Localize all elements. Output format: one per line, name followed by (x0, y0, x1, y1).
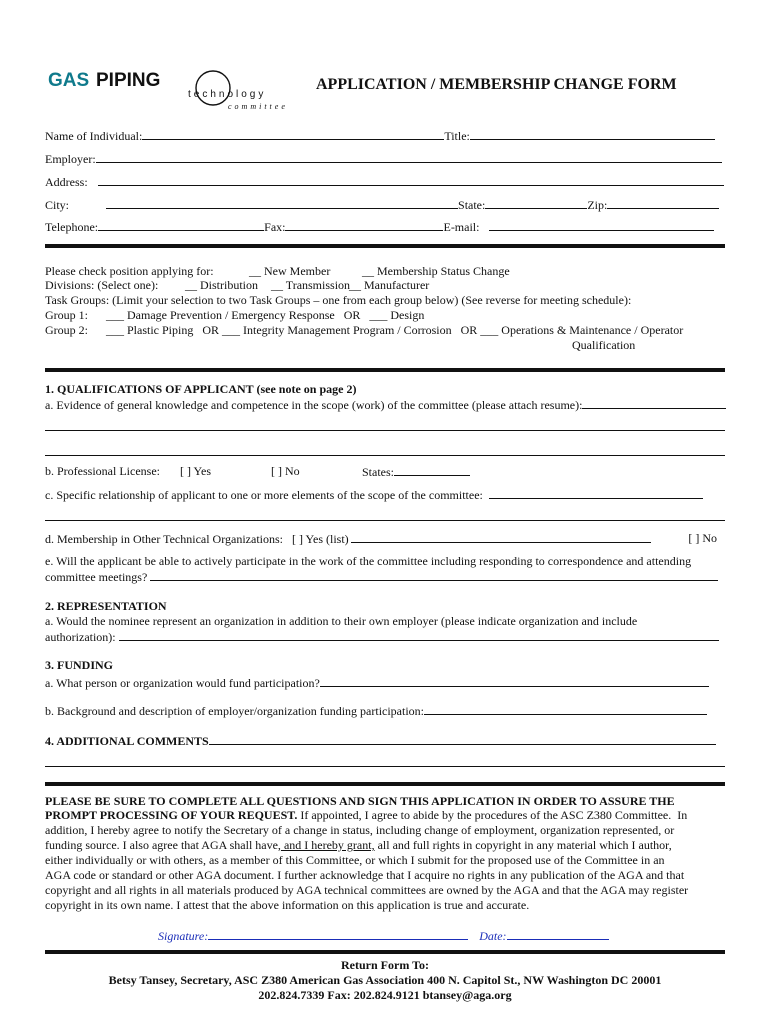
group2-options[interactable]: ___ Plastic Piping OR ___ Integrity Management Program / Corrosion OR ___ Operations & Maintenance / Operator (106, 323, 684, 337)
notice-line7: copyright and all rights in all materials produced by AGA technical committees are owned by the AGA and that the AGA may register (45, 883, 689, 897)
zip-label: Zip: (587, 198, 608, 212)
telephone-field[interactable] (98, 219, 264, 231)
footer-address: Betsy Tansey, Secretary, ASC Z380 American Gas Association 400 N. Capitol St., NW Washington DC 20001 (108, 973, 662, 987)
gas-piping-logo (48, 68, 288, 114)
notice-line2: If appointed, I agree to abide by the procedures of the ASC Z380 Committee. In (297, 808, 688, 822)
section2-heading: 2. REPRESENTATION (45, 599, 167, 613)
address-label: Address: (45, 175, 88, 189)
divider-2 (45, 368, 725, 372)
group2-cont: Qualification (572, 338, 636, 352)
manufacturer-option[interactable]: __ Manufacturer (349, 278, 430, 292)
comments-field[interactable] (209, 733, 716, 745)
divider-1 (45, 244, 725, 248)
logo-piping: PIPING (96, 70, 161, 91)
group2-label: Group 2: (45, 323, 88, 337)
group1-label: Group 1: (45, 308, 88, 322)
s2a-question-2: authorization): (45, 630, 116, 644)
signature-label: Signature: (158, 929, 209, 943)
logo-gas: GAS (48, 70, 90, 91)
notice-line4a: funding source. I also agree that AGA shall have, (45, 838, 281, 852)
city-field[interactable] (106, 197, 458, 209)
notice-line5: either individually or with others, as a member of this Committee, or which I submit for the proposed use of the Committee in an (45, 853, 665, 867)
s3a-question: a. What person or organization would fund participation? (45, 676, 320, 690)
group1-options[interactable]: ___ Damage Prevention / Emergency Response OR ___ Design (106, 308, 425, 322)
notice-line4u: and I hereby grant, (280, 838, 375, 852)
notice-line8: copyright in its own name. I attest that the above information on this application is true and accurate. (45, 898, 530, 912)
status-change-option[interactable]: __ Membership Status Change (362, 264, 510, 278)
section4-heading: 4. ADDITIONAL COMMENTS (45, 734, 209, 748)
transmission-option[interactable]: __ Transmission (271, 278, 351, 292)
s1a-line2[interactable] (45, 430, 725, 431)
license-label: b. Professional License: (45, 464, 160, 478)
telephone-label: Telephone: (45, 220, 99, 234)
name-field[interactable] (142, 128, 444, 140)
s2a-question: a. Would the nominee represent an organization in addition to their own employer (please indicate organization and include (45, 614, 638, 628)
name-label: Name of Individual: (45, 129, 143, 143)
zip-field[interactable] (607, 197, 719, 209)
title-field[interactable] (470, 128, 715, 140)
notice-line2-bold: PROMPT PROCESSING OF YOUR REQUEST. (45, 808, 298, 822)
s1a-field[interactable] (582, 397, 726, 409)
date-label: Date: (479, 929, 507, 943)
signature-field[interactable] (208, 928, 468, 940)
notice-line6: AGA code or standard or other AGA document. I further acknowledge that I acquire no rights in any publication of the AGA and that (45, 868, 685, 882)
logo-technology: technology (188, 89, 267, 100)
employer-label: Employer: (45, 152, 96, 166)
license-states-label: States: (362, 465, 394, 479)
distribution-option[interactable]: __ Distribution (185, 278, 259, 292)
notice-line1: PLEASE BE SURE TO COMPLETE ALL QUESTIONS AND SIGN THIS APPLICATION IN ORDER TO ASSURE THE (45, 794, 675, 808)
s1a-question: a. Evidence of general knowledge and competence in the scope (work) of the committee (please attach resume): (45, 398, 583, 412)
fax-label: Fax: (264, 220, 286, 234)
task-groups-text: Task Groups: (Limit your selection to two Task Groups – one from each group below) (See reverse for meeting schedule): (45, 293, 632, 307)
divider-4 (45, 950, 725, 954)
license-no[interactable]: [ ] No (271, 464, 300, 478)
license-states-field[interactable] (394, 464, 470, 476)
state-label: State: (458, 198, 486, 212)
s1c-question: c. Specific relationship of applicant to one or more elements of the scope of the committee: (45, 488, 483, 502)
email-field[interactable] (489, 219, 714, 231)
s1e-question-2: committee meetings? (45, 570, 148, 584)
s1c-field[interactable] (489, 487, 703, 499)
s1a-line3[interactable] (45, 455, 725, 456)
notice-line3: addition, I hereby agree to notify the Secretary of a change in status, including change of employment, organization represented, or (45, 823, 675, 837)
divisions-label: Divisions: (Select one): (45, 278, 159, 292)
s1d-field[interactable] (351, 531, 651, 543)
title-label: Title: (444, 129, 470, 143)
s1e-field[interactable] (150, 569, 718, 581)
logo-committee: committee (228, 102, 288, 111)
page-title: APPLICATION / MEMBERSHIP CHANGE FORM (316, 76, 677, 93)
new-member-option[interactable]: __ New Member (249, 264, 331, 278)
s3b-field[interactable] (424, 703, 707, 715)
s3a-field[interactable] (320, 675, 709, 687)
section1-heading: 1. QUALIFICATIONS OF APPLICANT (see note on page 2) (45, 382, 357, 396)
s1e-question: e. Will the applicant be able to actively participate in the work of the committee including responding to correspondence and attending (45, 554, 692, 568)
s1d-no[interactable]: [ ] No (688, 531, 717, 545)
employer-field[interactable] (96, 151, 722, 163)
notice-line4b: all and full rights in copyright in any material which I author, (374, 838, 672, 852)
footer-phone: 202.824.7339 Fax: 202.824.9121 btansey@aga.org (258, 988, 512, 1002)
date-field[interactable] (507, 928, 609, 940)
s1d-question: d. Membership in Other Technical Organizations: [ ] Yes (list) (45, 532, 349, 546)
position-label: Please check position applying for: (45, 264, 214, 278)
address-field[interactable] (98, 174, 724, 186)
section3-heading: 3. FUNDING (45, 658, 113, 672)
footer-return: Return Form To: (341, 958, 429, 972)
divider-3 (45, 782, 725, 786)
state-field[interactable] (485, 197, 587, 209)
license-yes[interactable]: [ ] Yes (180, 464, 212, 478)
s2a-field[interactable] (119, 629, 719, 641)
s1c-line2[interactable] (45, 520, 725, 521)
city-label: City: (45, 198, 70, 212)
fax-field[interactable] (285, 219, 443, 231)
comments-line2[interactable] (45, 766, 725, 767)
s3b-question: b. Background and description of employer/organization funding participation: (45, 704, 425, 718)
email-label: E-mail: (443, 220, 480, 234)
